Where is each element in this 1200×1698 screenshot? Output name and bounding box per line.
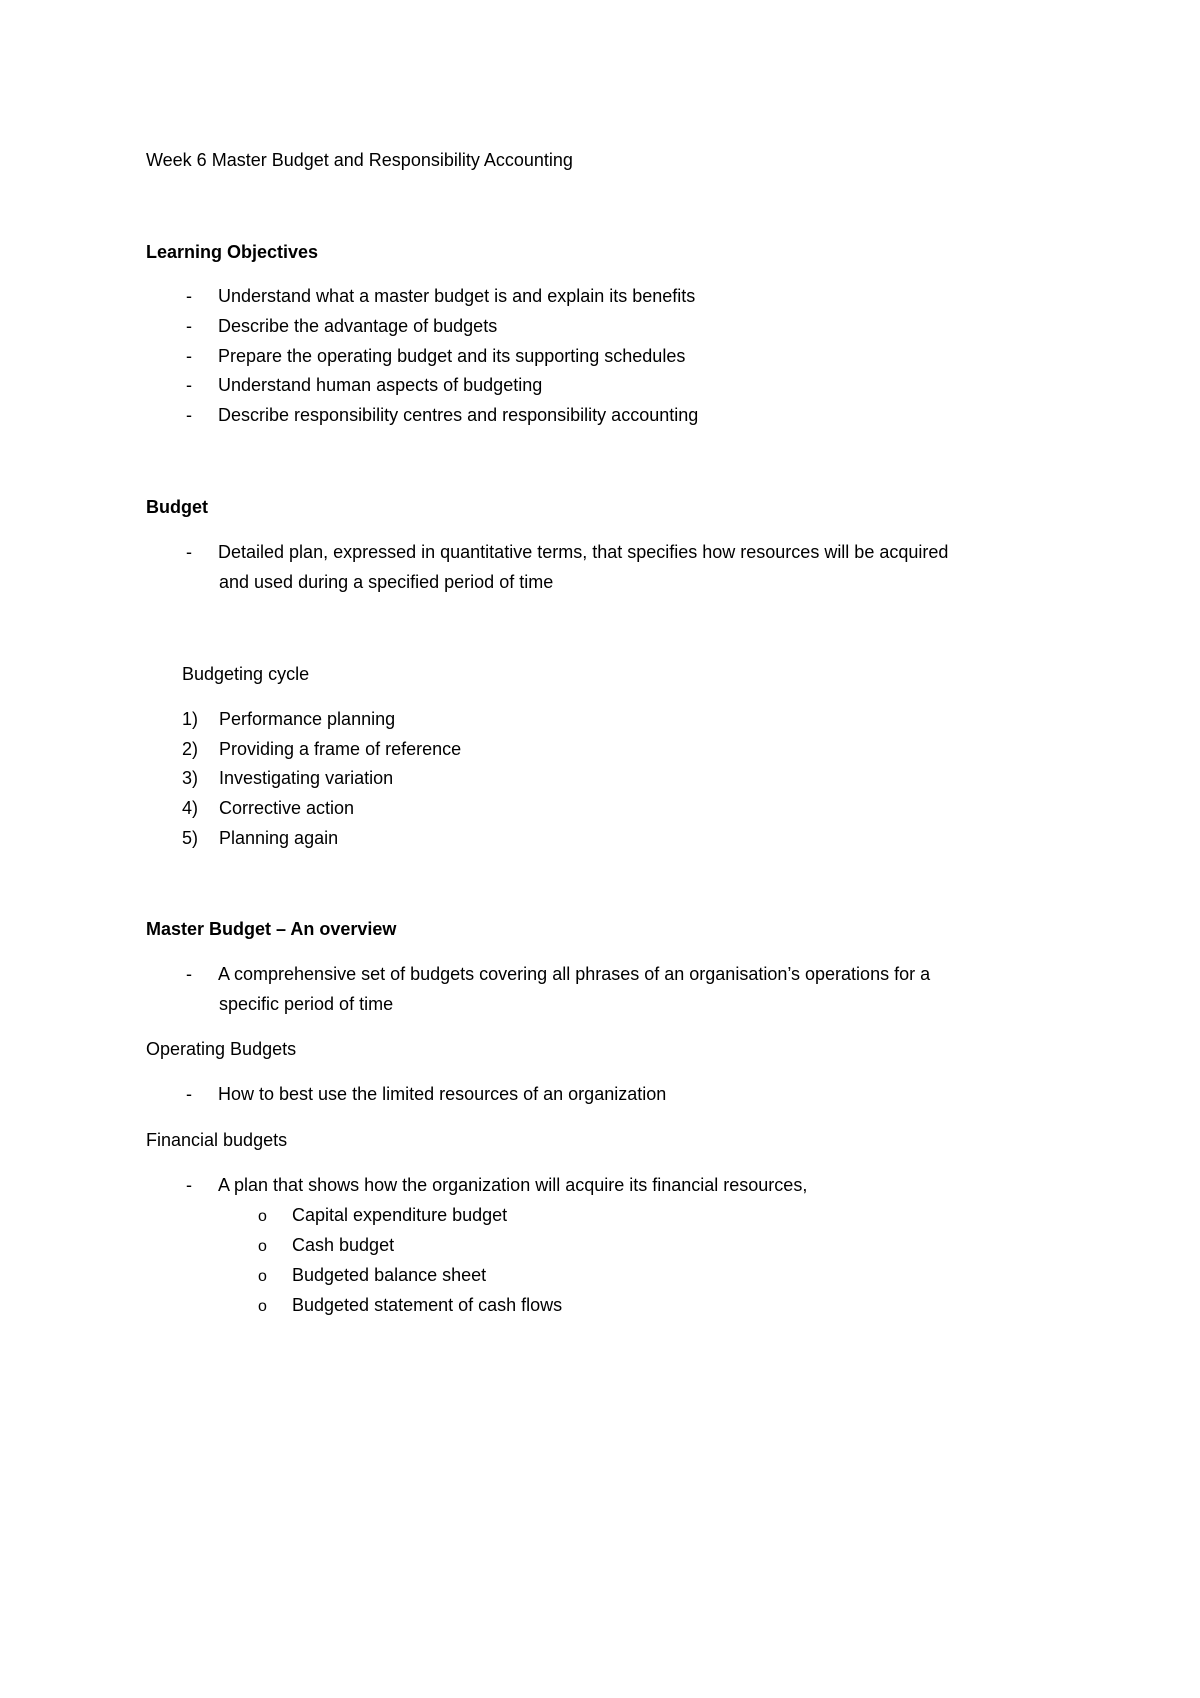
financial-sub-item: Capital expenditure budget [292, 1205, 508, 1225]
operating-budgets-text: How to best use the limited resources of an organization [218, 1084, 667, 1104]
document-title: Week 6 Master Budget and Responsibility Accounting [146, 150, 573, 170]
financial-sub-item: Cash budget [292, 1235, 395, 1255]
list-item [186, 345, 685, 367]
item-number: 4) [182, 798, 199, 818]
dash-bullet: - [186, 1175, 192, 1195]
dash-bullet: - [186, 375, 192, 395]
cycle-step-text: Performance planning [219, 709, 396, 729]
list-item [186, 1083, 666, 1105]
dash-bullet: - [186, 1084, 192, 1104]
objective-text: Understand what a master budget is and explain its benefits [218, 286, 696, 306]
circle-bullet: o [258, 1298, 267, 1315]
dash-bullet: - [186, 964, 192, 984]
master-budget-heading: Master Budget – An overview [146, 919, 397, 939]
circle-bullet: o [258, 1268, 267, 1285]
objective-text: Describe responsibility centres and responsibility accounting [218, 405, 699, 425]
budget-heading: Budget [146, 497, 208, 517]
financial-budgets-text: A plan that shows how the organization will acquire its financial resources, [218, 1175, 808, 1195]
financial-sub-item: Budgeted balance sheet [292, 1265, 487, 1285]
financial-sub-item: Budgeted statement of cash flows [292, 1295, 563, 1315]
item-number: 1) [182, 709, 199, 729]
dash-bullet: - [186, 286, 192, 306]
list-item [258, 1234, 394, 1258]
list-item [186, 315, 497, 337]
financial-budgets-heading: Financial budgets [146, 1130, 288, 1150]
cycle-step-text: Planning again [219, 828, 339, 848]
item-number: 2) [182, 739, 199, 759]
learning-objectives-heading: Learning Objectives [146, 242, 319, 262]
master-budget-definition-line1: A comprehensive set of budgets covering all phrases of an organisation’s operations for a [218, 964, 931, 984]
budgeting-cycle-heading: Budgeting cycle [182, 664, 310, 684]
list-item [186, 404, 698, 426]
dash-bullet: - [186, 316, 192, 336]
operating-budgets-heading: Operating Budgets [146, 1039, 297, 1059]
list-item [186, 285, 695, 307]
master-budget-definition [186, 963, 930, 985]
master-budget-definition-line2: specific period of time [219, 994, 394, 1014]
list-item [258, 1264, 486, 1288]
list-item [258, 1204, 507, 1228]
list-item [186, 1174, 807, 1196]
list-item [182, 738, 461, 760]
budget-definition-line1: Detailed plan, expressed in quantitative terms, that specifies how resources will be acquired [218, 542, 949, 562]
item-number: 5) [182, 828, 199, 848]
circle-bullet: o [258, 1238, 267, 1255]
objective-text: Understand human aspects of budgeting [218, 375, 543, 395]
circle-bullet: o [258, 1208, 267, 1225]
budget-definition [186, 541, 948, 563]
dash-bullet: - [186, 542, 192, 562]
objective-text: Prepare the operating budget and its supporting schedules [218, 346, 686, 366]
list-item [182, 827, 338, 849]
list-item [182, 767, 393, 789]
list-item [186, 374, 542, 396]
cycle-step-text: Providing a frame of reference [219, 739, 462, 759]
list-item [182, 708, 395, 730]
list-item [182, 797, 354, 819]
budget-definition-line2: and used during a specified period of time [219, 572, 554, 592]
cycle-step-text: Corrective action [219, 798, 355, 818]
objective-text: Describe the advantage of budgets [218, 316, 498, 336]
dash-bullet: - [186, 405, 192, 425]
list-item [258, 1294, 562, 1318]
item-number: 3) [182, 768, 199, 788]
cycle-step-text: Investigating variation [219, 768, 394, 788]
dash-bullet: - [186, 346, 192, 366]
